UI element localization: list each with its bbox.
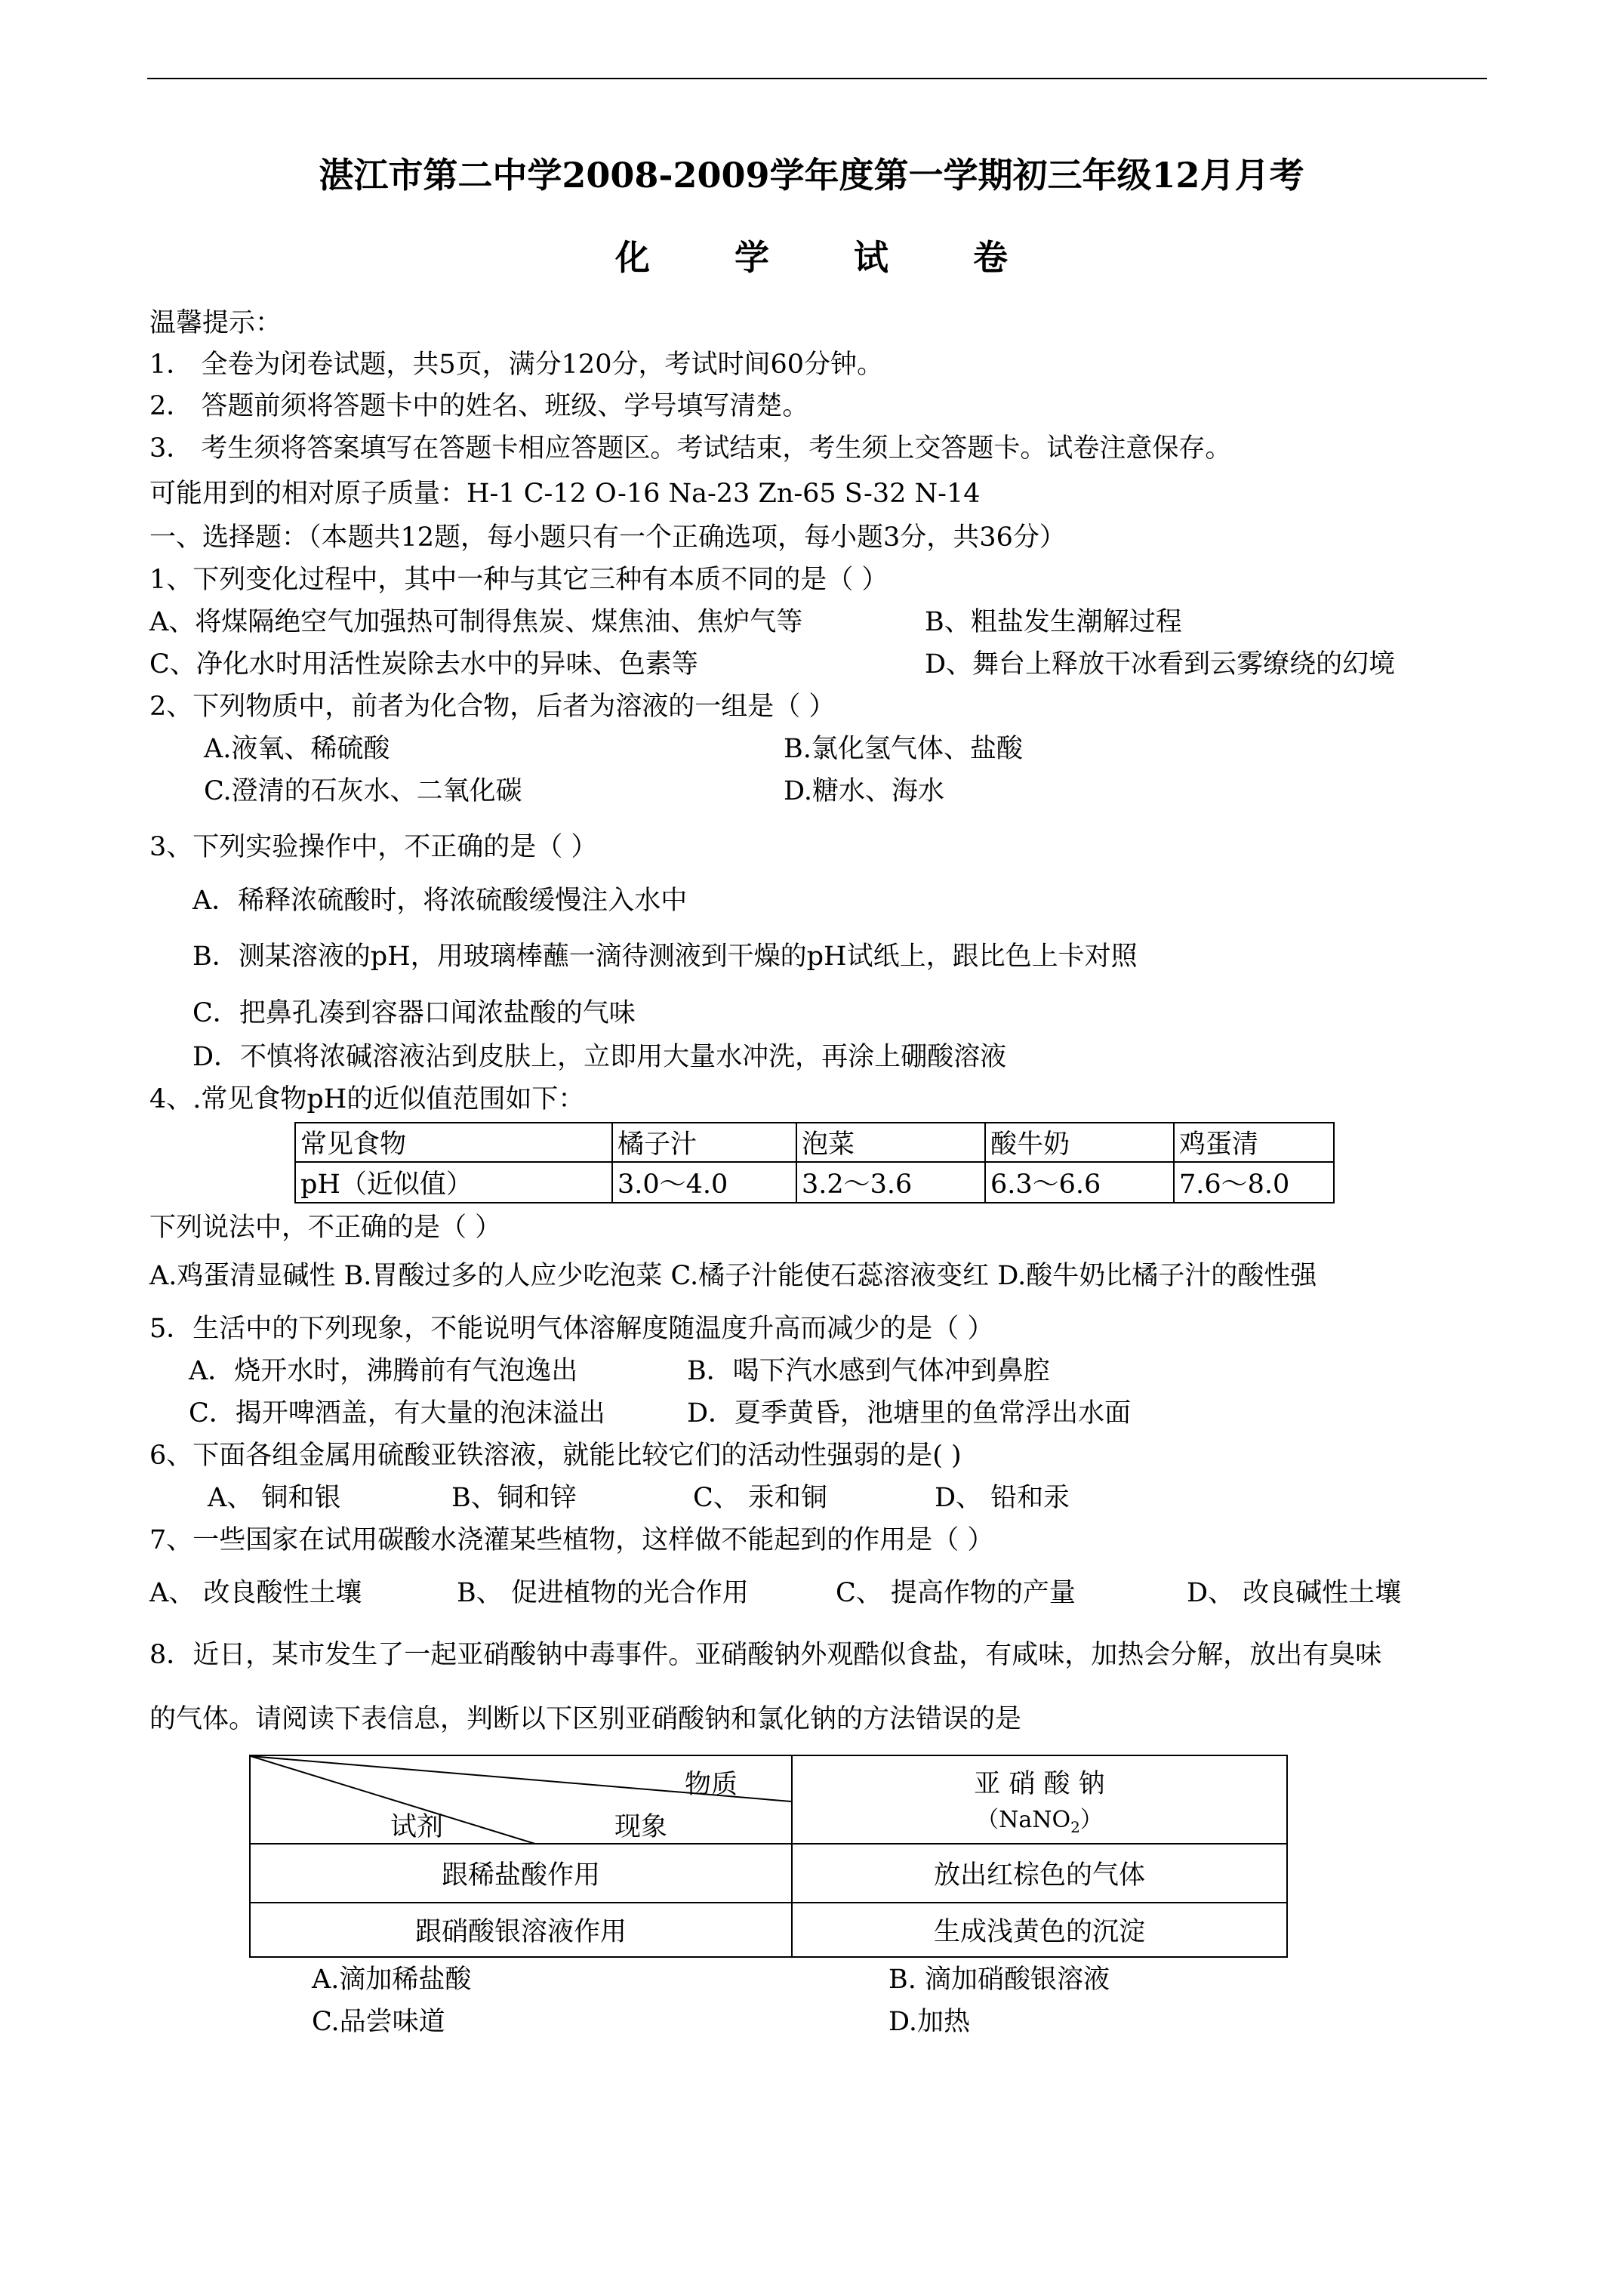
exam-subtitle	[0, 230, 1623, 280]
options-line: A.鸡蛋清显碱性 B.胃酸过多的人应少吃泡菜 C.橘子汁能使石蕊溶液变红 D.酸牛奶比橘子汁的酸性强	[149, 1261, 1317, 1291]
table-row	[295, 1123, 1334, 1162]
notice-heading: 温馨提示：	[149, 308, 282, 338]
table-cell: pH（近似值）	[295, 1162, 612, 1203]
table-cell: 3.0～4.0	[612, 1162, 796, 1203]
question-stem: 3、下列实验操作中，不正确的是（ ）	[149, 832, 598, 862]
table-header-cell: 常见食物	[295, 1123, 612, 1162]
option-d: D、 改良碱性土壤	[1187, 1578, 1402, 1608]
notice-item: 3． 考生须将答案填写在答题卡相应答题区。考试结束，考生须上交答题卡。试卷注意保存。	[149, 433, 1232, 464]
option-d: D.加热	[888, 2007, 970, 2037]
table-row	[250, 1755, 1287, 1844]
notice-item: 1． 全卷为闭卷试题，共5页，满分120分，考试时间60分钟。	[149, 350, 884, 380]
option-b: B、铜和锌	[451, 1483, 577, 1513]
question-stem: 2、下列物质中，前者为化合物，后者为溶液的一组是（ ）	[149, 692, 836, 722]
table-cell: 3.2～3.6	[796, 1162, 985, 1203]
option-a: A.液氧、稀硫酸	[204, 734, 390, 764]
subtitle-char: 化	[615, 237, 650, 278]
exam-title: 湛江市第二中学2008-2009学年度第一学期初三年级12月月考	[319, 155, 1304, 196]
table-cell: 7.6～8.0	[1174, 1162, 1334, 1203]
diagonal-header-cell	[250, 1755, 792, 1844]
table-cell: 跟稀盐酸作用	[250, 1844, 792, 1903]
option-c: C.澄清的石灰水、二氧化碳	[204, 776, 522, 806]
table-header-cell: 鸡蛋清	[1174, 1123, 1334, 1162]
column-title: 亚 硝 酸 钠	[974, 1769, 1105, 1799]
notice-item: 2． 答题前须将答题卡中的姓名、班级、学号填写清楚。	[149, 391, 809, 421]
subtitle-char: 学	[735, 237, 769, 278]
atomic-mass-line: 可能用到的相对原子质量：H-1 C-12 O-16 Na-23 Zn-65 S-32 N-14	[149, 479, 981, 509]
option-a: A.滴加稀盐酸	[312, 1965, 472, 1995]
question-stem-cont: 的气体。请阅读下表信息，判断以下区别亚硝酸钠和氯化钠的方法错误的是	[149, 1704, 1022, 1734]
option-c: C.品尝味道	[312, 2007, 445, 2037]
nitrite-table	[249, 1755, 1288, 1958]
table-header-cell: 泡菜	[796, 1123, 985, 1162]
option-a: A、 改良酸性土壤	[149, 1578, 362, 1608]
table-cell: 生成浅黄色的沉淀	[792, 1903, 1287, 1957]
option-d: D、舞台上释放干冰看到云雾缭绕的幻境	[925, 649, 1396, 680]
subtitle-char: 试	[854, 237, 888, 278]
table-cell: 跟硝酸银溶液作用	[250, 1903, 792, 1957]
corner-label-top: 物质	[685, 1770, 738, 1800]
table-cell: 放出红棕色的气体	[792, 1844, 1287, 1903]
top-rule	[147, 78, 1487, 79]
corner-label-left: 试剂	[390, 1812, 444, 1842]
column-formula: （NaNO$_2$）	[976, 1807, 1103, 1836]
column-header-cell	[792, 1755, 1287, 1844]
option-b: B．喝下汽水感到气体冲到鼻腔	[687, 1356, 1050, 1386]
option-b: B、 促进植物的光合作用	[457, 1578, 749, 1608]
option-d: D、 铅和汞	[935, 1483, 1070, 1513]
option-c: C．把鼻孔凑到容器口闻浓盐酸的气味	[192, 998, 636, 1028]
option-c: C．揭开啤酒盖，有大量的泡沫溢出	[189, 1398, 605, 1428]
question-stem: 6、下面各组金属用硫酸亚铁溶液，就能比较它们的活动性强弱的是( )	[149, 1441, 962, 1471]
option-d: D.糖水、海水	[784, 776, 944, 806]
option-b: B．测某溶液的pH，用玻璃棒蘸一滴待测液到干燥的pH试纸上，跟比色上卡对照	[192, 942, 1138, 972]
option-a: A、 铜和银	[208, 1483, 341, 1513]
option-a: A．烧开水时，沸腾前有气泡逸出	[189, 1356, 578, 1386]
table-row	[295, 1162, 1334, 1203]
table-row	[250, 1844, 1287, 1903]
option-a: A．稀释浓硫酸时，将浓硫酸缓慢注入水中	[192, 886, 688, 916]
option-d: D．夏季黄昏，池塘里的鱼常浮出水面	[687, 1398, 1132, 1428]
question-line: 下列说法中，不正确的是（ ）	[149, 1213, 502, 1243]
question-stem: 7、一些国家在试用碳酸水浇灌某些植物，这样做不能起到的作用是（ ）	[149, 1525, 994, 1555]
question-stem: 8．近日，某市发生了一起亚硝酸钠中毒事件。亚硝酸钠外观酷似食盐，有咸味，加热会分解，放出有臭味	[149, 1640, 1382, 1670]
subtitle-char: 卷	[973, 237, 1008, 278]
option-b: B.氯化氢气体、盐酸	[784, 734, 1023, 764]
table-cell: 6.3～6.6	[985, 1162, 1174, 1203]
question-stem: 1、下列变化过程中，其中一种与其它三种有本质不同的是（ ）	[149, 565, 888, 595]
question-stem: 5．生活中的下列现象，不能说明气体溶解度随温度升高而减少的是（ ）	[149, 1314, 994, 1344]
table-header-cell: 酸牛奶	[985, 1123, 1174, 1162]
option-c: C、 提高作物的产量	[836, 1578, 1076, 1608]
ph-table	[294, 1122, 1335, 1203]
option-a: A、将煤隔绝空气加强热可制得焦炭、煤焦油、焦炉气等	[149, 607, 803, 637]
option-b: B. 滴加硝酸银溶液	[888, 1965, 1110, 1995]
table-header-cell: 橘子汁	[612, 1123, 796, 1162]
corner-label-mid: 现象	[614, 1812, 668, 1842]
option-b: B、粗盐发生潮解过程	[925, 607, 1182, 637]
question-stem: 4、.常见食物pH的近似值范围如下：	[149, 1084, 585, 1114]
option-c: C、 汞和铜	[693, 1483, 827, 1513]
option-c: C、净化水时用活性炭除去水中的异味、色素等	[149, 649, 698, 680]
table-row	[250, 1903, 1287, 1957]
option-d: D．不慎将浓碱溶液沾到皮肤上，立即用大量水冲洗，再涂上硼酸溶液	[192, 1042, 1007, 1072]
section-heading: 一、选择题：（本题共12题，每小题只有一个正确选项，每小题3分，共36分）	[149, 522, 1066, 553]
